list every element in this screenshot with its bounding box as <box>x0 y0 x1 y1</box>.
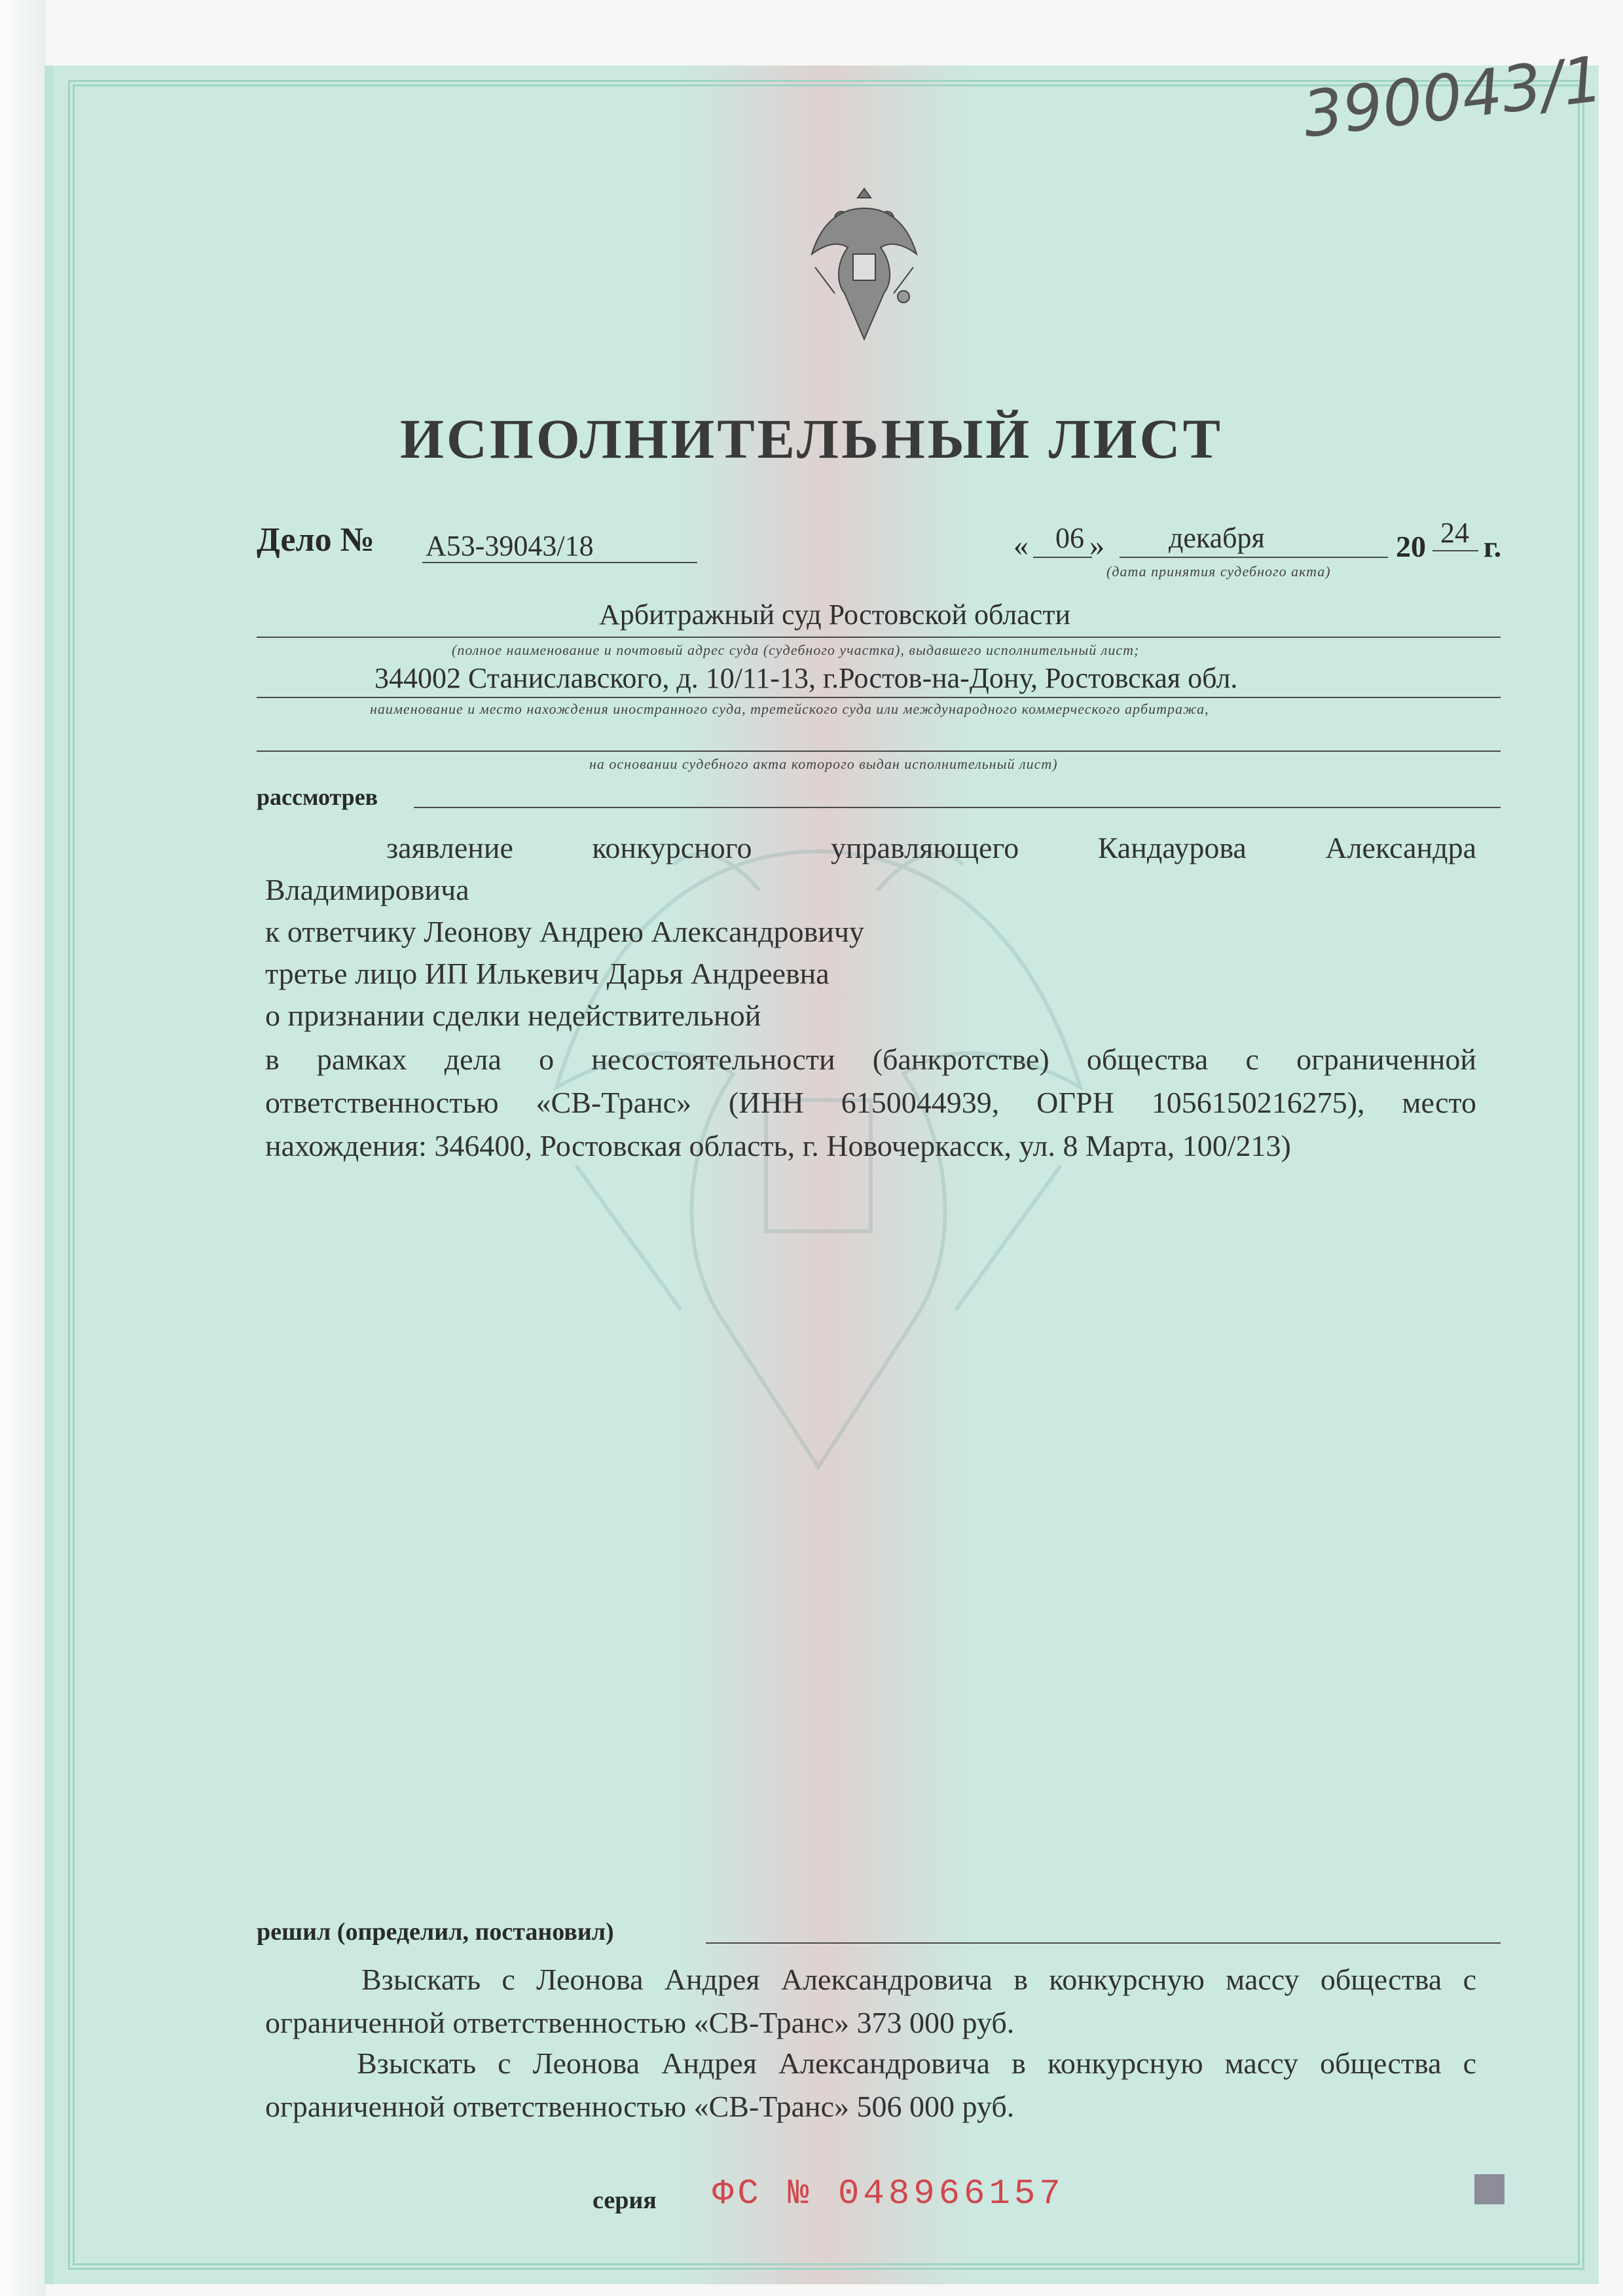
date-day-underline <box>1033 557 1092 558</box>
serial-label: серия <box>593 2187 657 2214</box>
considered-line-4: третье лицо ИП Илькевич Дарья Андреевна <box>265 957 830 990</box>
date-month: декабря <box>1169 522 1265 554</box>
court-address: 344002 Станиславского, д. 10/11-13, г.Ростов-на-Дону, Ростовская обл. <box>374 662 1238 694</box>
considered-line-7: ответственностью «СВ-Транс» (ИНН 6150044939, ОГРН 1056150216275), место <box>265 1086 1476 1119</box>
case-number-underline <box>422 562 697 563</box>
date-g: г. <box>1484 530 1502 563</box>
date-open-quote: « <box>1013 528 1029 562</box>
considered-line-5: о признании сделки недействительной <box>265 999 761 1032</box>
considered-line-6: в рамках дела о несостоятельности (банкротстве) общества с ограниченной <box>265 1043 1476 1076</box>
date-year-underline <box>1432 550 1478 551</box>
considered-line-1: заявление конкурсного управляющего Кандаурова Александра <box>386 831 1476 864</box>
decided-line-4: ограниченной ответственностью «СВ-Транс» 506 000 руб. <box>265 2090 1015 2123</box>
decided-label: решил (определил, постановил) <box>257 1918 614 1946</box>
considered-line-8: нахождения: 346400, Ростовская область, г. Новочеркасск, ул. 8 Марта, 100/213) <box>265 1129 1291 1162</box>
considered-label: рассмотрев <box>257 784 378 810</box>
scan-edge <box>0 0 46 2296</box>
case-label: Дело № <box>257 521 374 559</box>
date-month-underline <box>1120 557 1388 558</box>
date-day: 06 <box>1055 522 1084 554</box>
date-caption: (дата принятия судебного акта) <box>1106 563 1331 580</box>
court-name: Арбитражный суд Ростовской области <box>599 599 1071 631</box>
corner-stamp <box>1474 2174 1504 2204</box>
handwritten-number: 390043/1 <box>1298 42 1607 152</box>
court-caption-3: на основании судебного акта которого выдан исполнительный лист) <box>589 756 1058 772</box>
considered-underline <box>414 807 1501 808</box>
date-close-quote: » <box>1089 528 1104 562</box>
decided-line-3: Взыскать с Леонова Андрея Александровича в конкурсную массу общества с <box>357 2046 1476 2080</box>
court-name-underline <box>257 637 1501 638</box>
considered-line-3: к ответчику Леонову Андрею Александровичу <box>265 915 865 948</box>
decided-line-1: Взыскать с Леонова Андрея Александровича в конкурсную массу общества с <box>361 1963 1476 1996</box>
court-caption-2: наименование и место нахождения иностранного суда, третейского суда или международного коммерческого арбитража, <box>370 701 1209 717</box>
decided-line-2: ограниченной ответственностью «СВ-Транс» 373 000 руб. <box>265 2006 1015 2039</box>
date-year-suffix: 24 <box>1440 517 1469 549</box>
decided-underline <box>706 1942 1501 1944</box>
document-title: ИСПОЛНИТЕЛЬНЫЙ ЛИСТ <box>399 407 1224 470</box>
coat-of-arms-emblem <box>802 182 926 346</box>
court-address-underline <box>257 697 1501 698</box>
serial-number: ФС № 048966157 <box>712 2174 1065 2214</box>
case-number: А53-39043/18 <box>426 530 594 562</box>
date-year-prefix: 20 <box>1396 530 1426 563</box>
blank-line <box>257 750 1501 752</box>
court-caption-1: (полное наименование и почтовый адрес суда (судебного участка), выдавшего исполнительный лист; <box>452 642 1140 658</box>
considered-line-2: Владимировича <box>265 873 469 906</box>
